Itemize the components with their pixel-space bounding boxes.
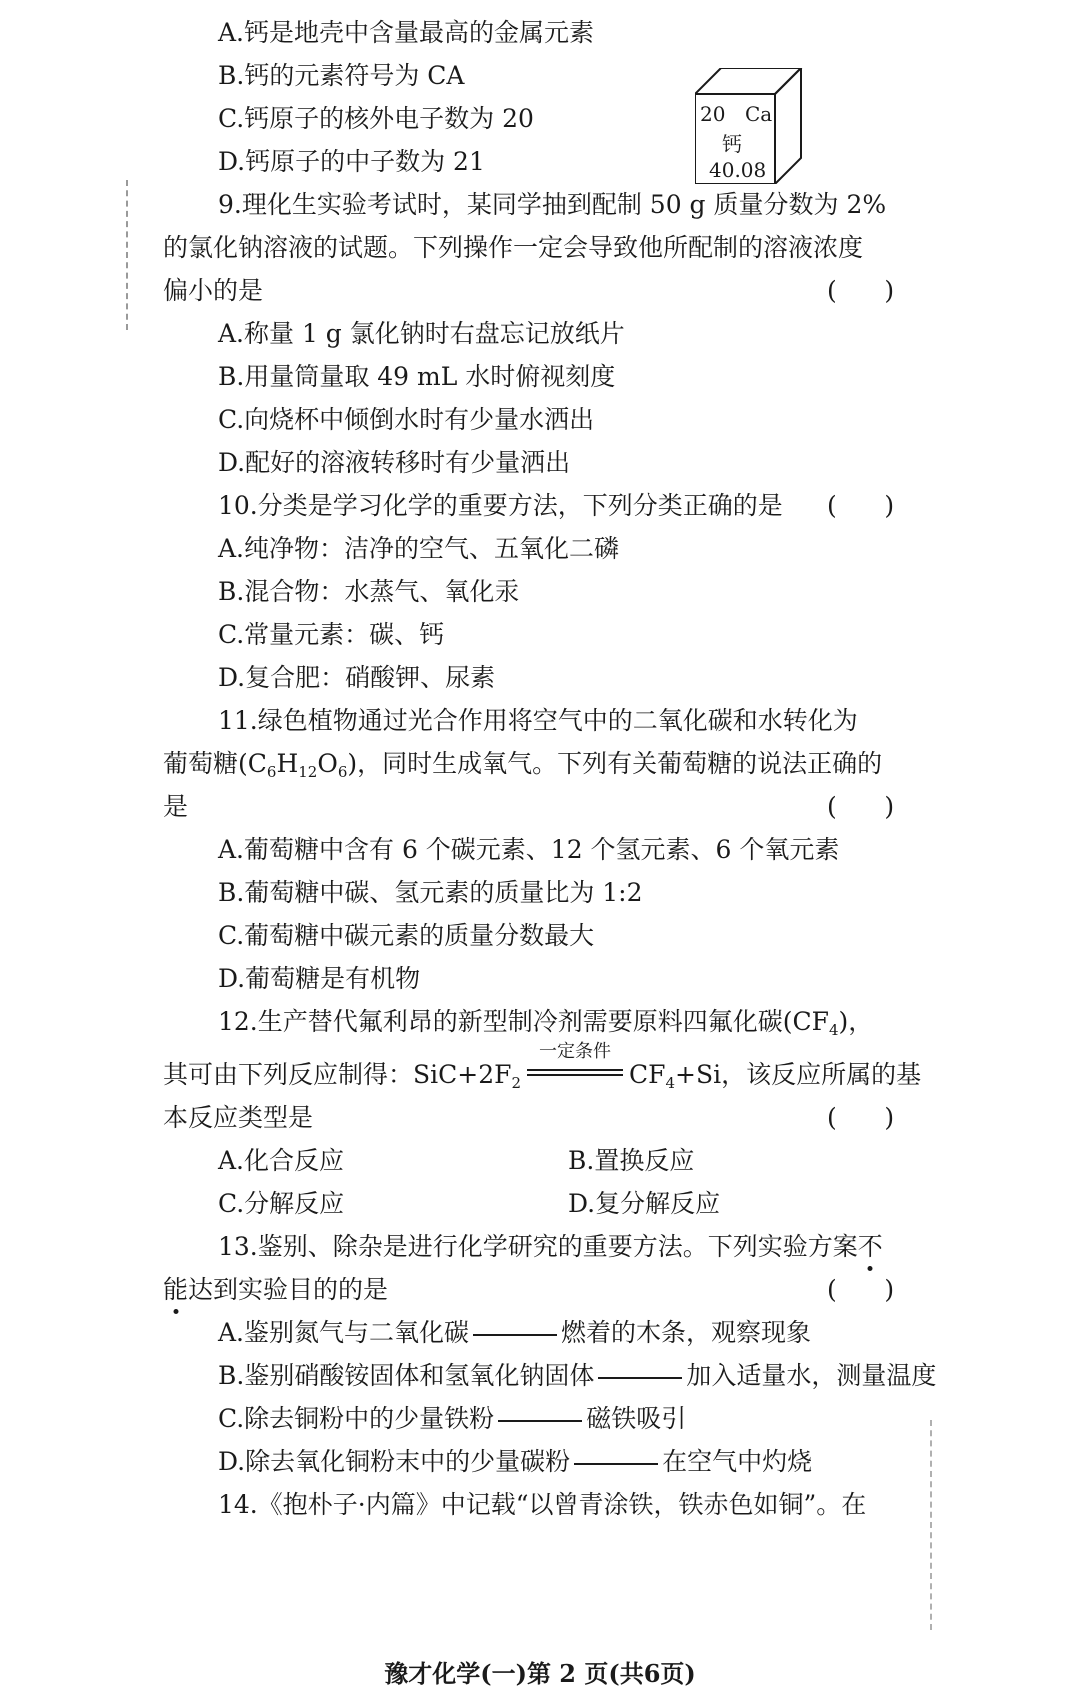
q11-option-c: C.葡萄糖中碳元素的质量分数最大 (218, 921, 595, 950)
q11-option-d: D.葡萄糖是有机物 (218, 964, 421, 993)
q9-option-c: C.向烧杯中倾倒水时有少量水洒出 (218, 405, 595, 434)
q10-option-d: D.复合肥：硝酸钾、尿素 (218, 663, 496, 692)
emphasis-dot-text: 不 (857, 1232, 883, 1261)
q9-stem-line1: 9.理化生实验考试时，某同学抽到配制 50 g 质量分数为 2% (218, 190, 887, 219)
q10-answer-paren: ( ) (827, 491, 895, 520)
q9-stem-line2: 的氯化钠溶液的试题。下列操作一定会导致他所配制的溶液浓度 (163, 233, 864, 262)
q12-option-b: B.置换反应 (568, 1146, 695, 1175)
q14-stem-line1: 14.《抱朴子·内篇》中记载“以曾青涂铁，铁赤色如铜”。在 (218, 1490, 867, 1519)
q10-stem: 10.分类是学习化学的重要方法，下列分类正确的是 (218, 491, 783, 520)
element-name: 钙 (722, 132, 742, 156)
q13-stem-line2: 能达到实验目的的是 (163, 1275, 389, 1304)
q13-stem-line1: 13.鉴别、除杂是进行化学研究的重要方法。下列实验方案不 (218, 1232, 883, 1261)
q11-stem-line2: 葡萄糖$(C_6H_{12}O_6)$，同时生成氧气。下列有关葡萄糖的说法正确的 (163, 749, 883, 781)
reaction-condition: 一定条件 (527, 1057, 623, 1083)
q10-option-b: B.混合物：水蒸气、氧化汞 (218, 577, 520, 606)
q12-option-c: C.分解反应 (218, 1189, 345, 1218)
q8-option-a: A.钙是地壳中含量最高的金属元素 (218, 18, 595, 47)
q12-option-d: D.复分解反应 (568, 1189, 721, 1218)
element-symbol: Ca (745, 102, 773, 126)
emphasis-dot-text: 能 (163, 1275, 189, 1304)
q11-stem-line3: 是 (163, 792, 189, 821)
q10-option-c: C.常量元素：碳、钙 (218, 620, 445, 649)
q12-option-a: A.化合反应 (218, 1146, 345, 1175)
calcium-element-cell (695, 68, 807, 184)
q9-option-b: B.用量筒量取 49 mL 水时俯视刻度 (218, 362, 616, 391)
q8-option-c: C.钙原子的核外电子数为 20 (218, 104, 534, 133)
q11-stem-line1: 11.绿色植物通过光合作用将空气中的二氧化碳和水转化为 (218, 706, 858, 735)
q12-answer-paren: ( ) (827, 1103, 895, 1132)
q9-stem-line3: 偏小的是 (163, 276, 264, 305)
q13-option-d: D.除去氧化铜粉末中的少量碳粉 在空气中灼烧 (218, 1447, 813, 1476)
atomic-number: 20 (700, 102, 726, 126)
binding-margin-dashes-right (930, 1420, 934, 1630)
q11-answer-paren: ( ) (827, 792, 895, 821)
q9-option-d: D.配好的溶液转移时有少量洒出 (218, 448, 571, 477)
q12-stem-line1: 12.生产替代氟利昂的新型制冷剂需要原料四氟化碳$(CF_4)$， (218, 1007, 874, 1039)
q12-stem-line3: 本反应类型是 (163, 1103, 314, 1132)
q12-stem-line2: 其可由下列反应制得：$SiC+2F_2$ 一定条件 $CF_4+Si$，该反应所属的基 (163, 1041, 922, 1092)
page-footer: 豫才化学(一)第 2 页(共6页) (384, 1659, 696, 1688)
q11-option-b: B.葡萄糖中碳、氢元素的质量比为 1:2 (218, 878, 643, 907)
atomic-mass: 40.08 (709, 158, 767, 182)
q8-option-d: D.钙原子的中子数为 21 (218, 147, 485, 176)
q13-answer-paren: ( ) (827, 1275, 895, 1304)
q13-option-c: C.除去铜粉中的少量铁粉 磁铁吸引 (218, 1404, 687, 1433)
q13-option-b: B.鉴别硝酸铵固体和氢氧化钠固体 加入适量水，测量温度 (218, 1361, 937, 1390)
q9-answer-paren: ( ) (827, 276, 895, 305)
q10-option-a: A.纯净物：洁净的空气、五氧化二磷 (218, 534, 620, 563)
q9-option-a: A.称量 1 g 氯化钠时右盘忘记放纸片 (218, 319, 625, 348)
binding-margin-dashes (126, 180, 130, 330)
q13-option-a: A.鉴别氮气与二氧化碳 燃着的木条，观察现象 (218, 1318, 812, 1347)
q8-option-b: B.钙的元素符号为 CA (218, 61, 465, 90)
q11-option-a: A.葡萄糖中含有 6 个碳元素、12 个氢元素、6 个氧元素 (218, 835, 840, 864)
